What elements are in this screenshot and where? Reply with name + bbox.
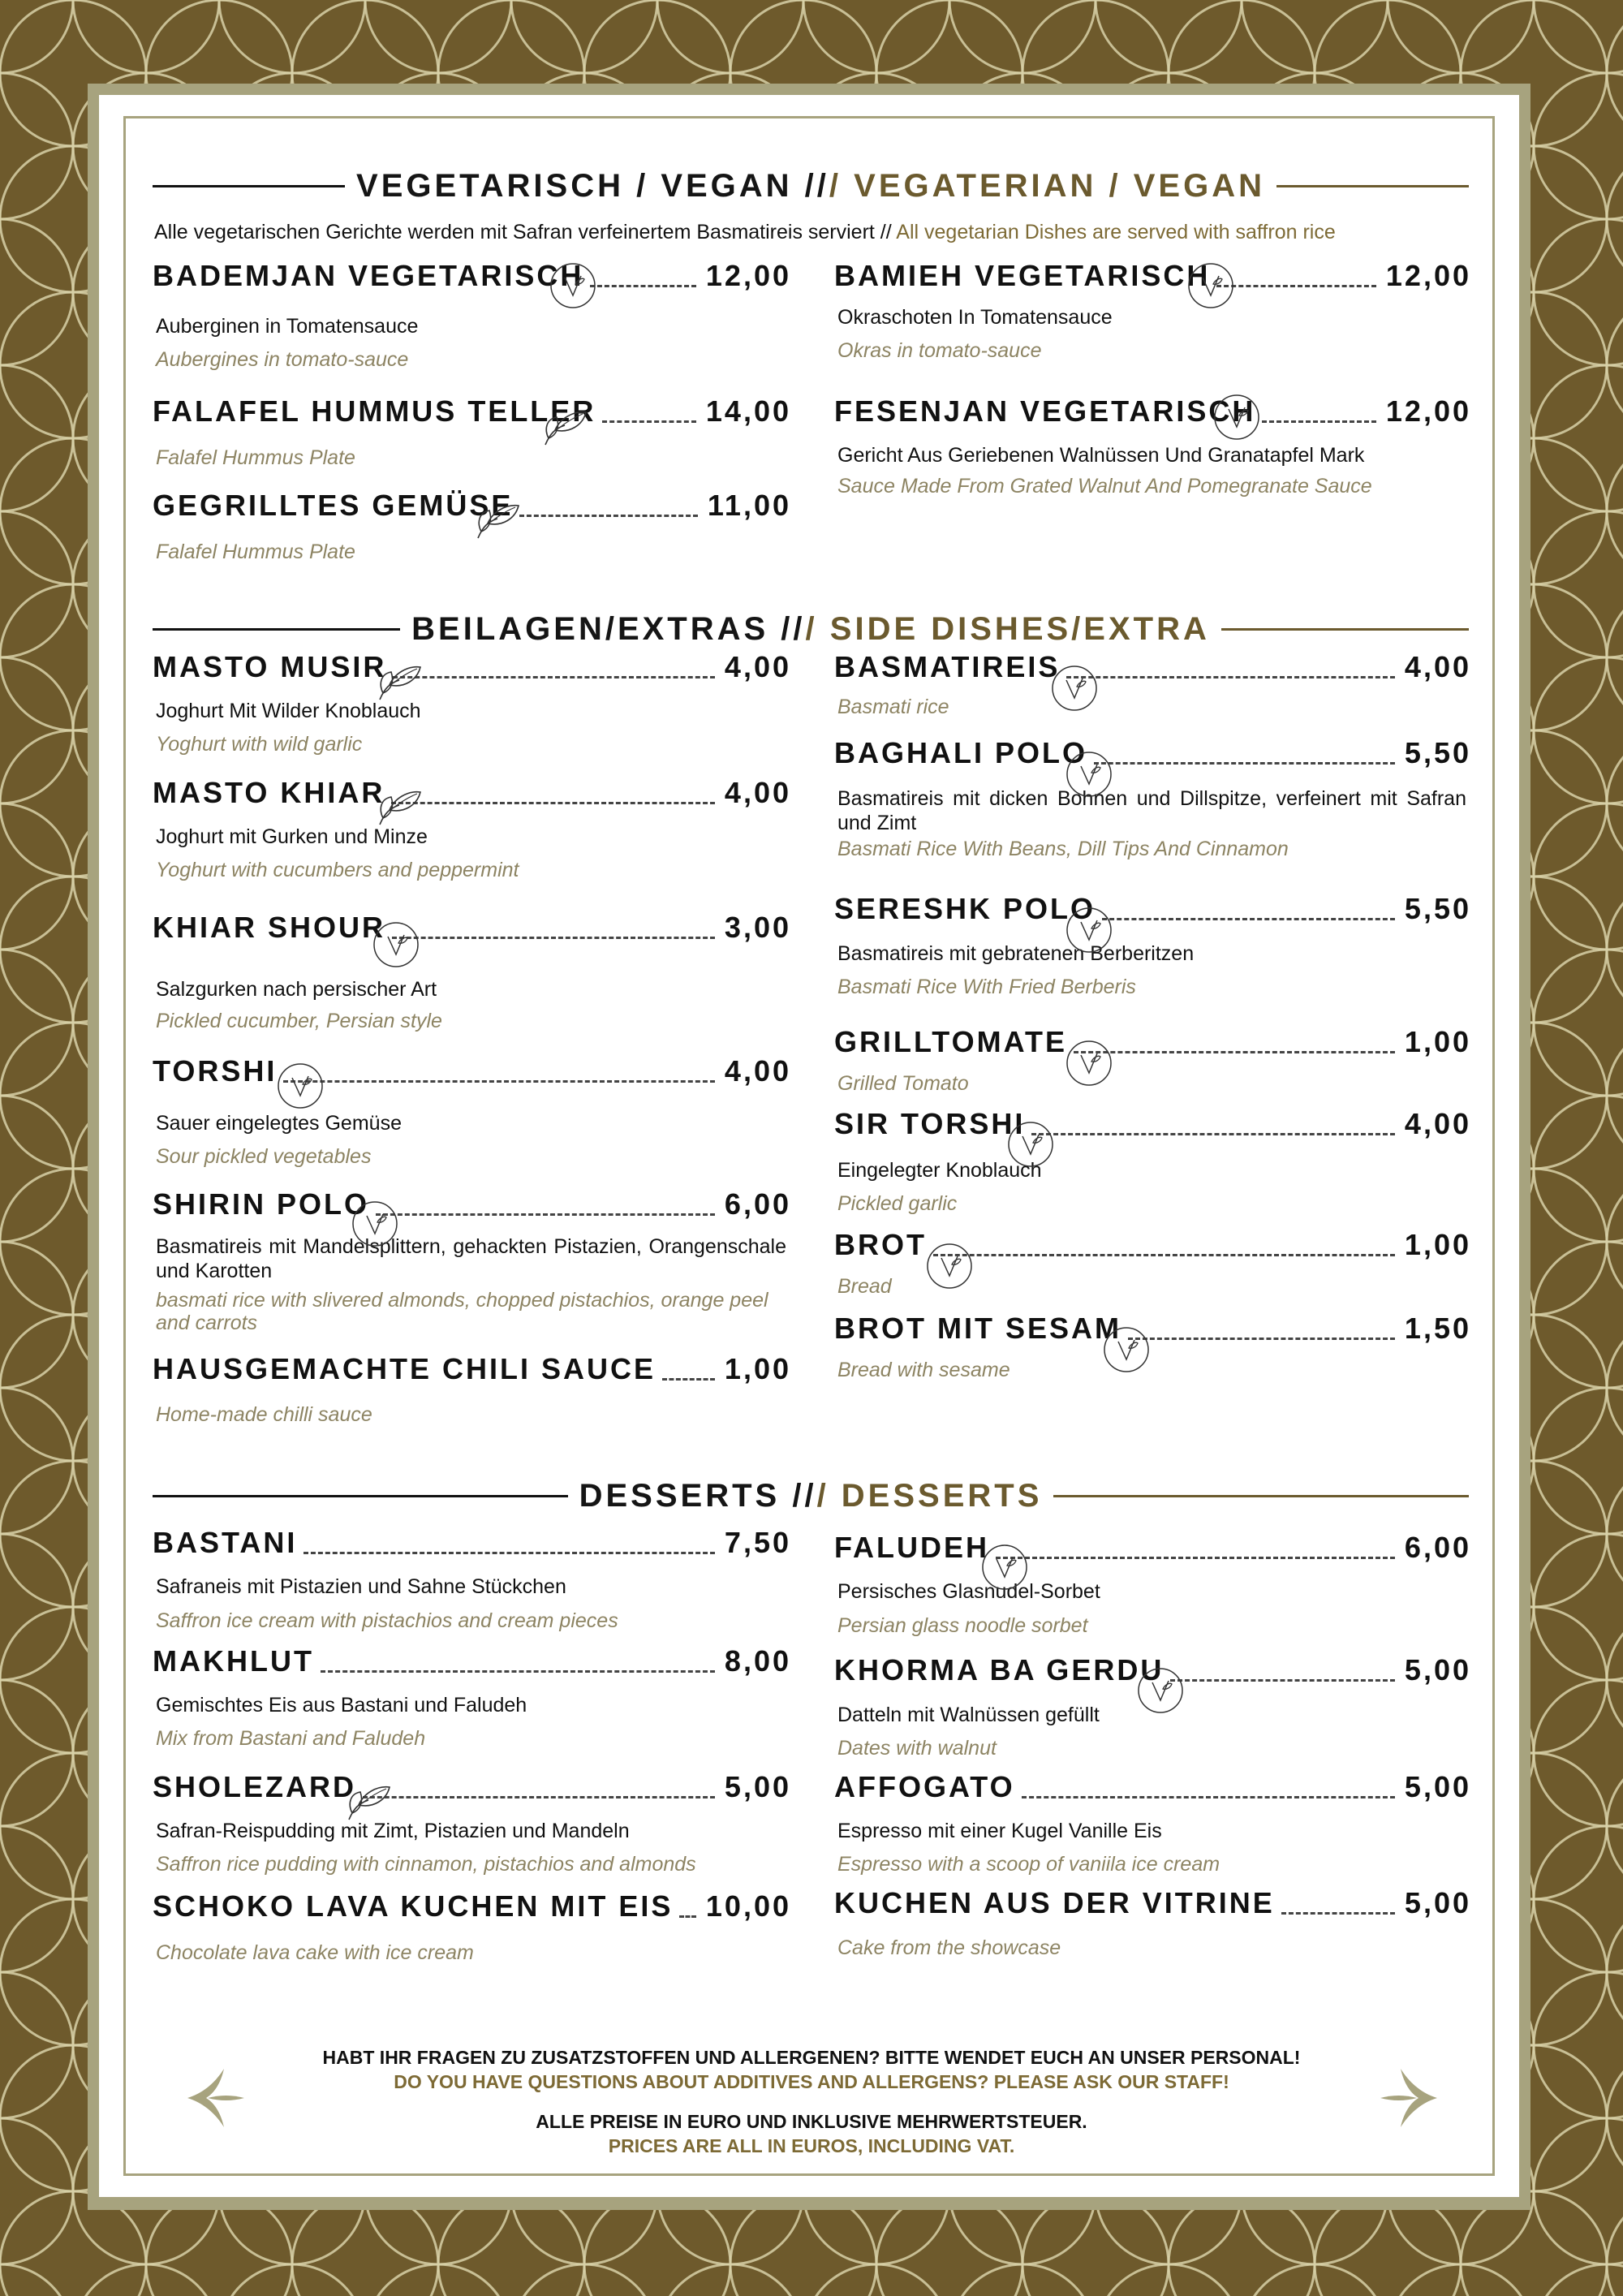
item-description-de: Basmatireis mit gebratenen Berberitzen — [837, 942, 1195, 965]
item-price: 4,00 — [724, 1054, 791, 1088]
dotted-leader — [1022, 1796, 1395, 1798]
vegan-icon — [925, 1242, 974, 1294]
item-name: MASTO MUSIR — [153, 650, 387, 683]
item-description-de: Gericht Aus Geriebenen Walnüssen Und Granatapfel Mark — [837, 444, 1365, 467]
leaf-icon — [473, 499, 522, 545]
dotted-leader — [679, 1915, 696, 1918]
item-description-en: Basmati Rice With Beans, Dill Tips And Cinnamon — [837, 838, 1289, 860]
dotted-leader — [392, 937, 715, 939]
item-description-de: Safran-Reispudding mit Zimt, Pistazien und Mandeln — [156, 1820, 630, 1842]
item-description-de: Espresso mit einer Kugel Vanille Eis — [837, 1820, 1162, 1842]
vegan-icon — [1102, 1325, 1151, 1378]
item-price: 11,00 — [707, 489, 791, 522]
item-description-en: Yoghurt with cucumbers and peppermint — [156, 859, 519, 881]
dotted-leader — [996, 1557, 1395, 1559]
menu-item-khiar-shour — [153, 905, 791, 1035]
item-description-en: Basmati rice — [837, 696, 949, 718]
item-description-en: Mix from Bastani and Faludeh — [156, 1727, 426, 1750]
item-price: 5,00 — [1404, 1886, 1471, 1919]
dotted-leader — [1216, 285, 1376, 287]
item-description-de: Okraschoten In Tomatensauce — [837, 306, 1113, 329]
dotted-leader — [602, 420, 696, 423]
menu-item-brot-sesam — [834, 1306, 1471, 1436]
menu-item-gemuese — [153, 483, 791, 613]
dotted-leader — [1170, 1679, 1395, 1682]
item-description-en: Espresso with a scoop of vaniila ice cream — [837, 1853, 1220, 1876]
item-name: KHIAR SHOUR — [153, 911, 386, 944]
dotted-leader — [391, 802, 715, 804]
price-note-de: ALLE PREISE IN EURO UND INKLUSIVE MEHRWERTSTEUER. — [536, 2111, 1087, 2132]
item-name: GRILLTOMATE — [834, 1025, 1067, 1058]
item-name: BROT — [834, 1228, 927, 1261]
menu-item-masto-musir — [153, 644, 791, 774]
item-price: 10,00 — [705, 1889, 791, 1923]
menu-item-sholezard — [153, 1764, 791, 1894]
item-description-en: Saffron ice cream with pistachios and cream pieces — [156, 1609, 618, 1632]
dotted-leader — [376, 1213, 715, 1216]
item-description-de: Datteln mit Walnüssen gefüllt — [837, 1704, 1100, 1726]
item-description-en: Pickled garlic — [837, 1192, 958, 1215]
item-price: 1,00 — [724, 1352, 791, 1385]
item-name: AFFOGATO — [834, 1770, 1015, 1803]
menu-item-schoko — [153, 1884, 791, 2014]
item-price: 1,50 — [1404, 1312, 1471, 1345]
item-description-de: Sauer eingelegtes Gemüse — [156, 1112, 402, 1135]
item-name: SHOLEZARD — [153, 1770, 356, 1803]
price-note-en: PRICES ARE ALL IN EUROS, INCLUDING VAT. — [608, 2135, 1015, 2156]
item-price: 7,50 — [724, 1526, 791, 1559]
item-price: 12,00 — [1385, 394, 1471, 428]
dotted-leader — [519, 515, 698, 517]
item-price: 12,00 — [1385, 259, 1471, 292]
menu-item-bamieh — [834, 253, 1471, 383]
menu-item-kuchen — [834, 1880, 1471, 2010]
section-title-de: BEILAGEN/EXTRAS // — [411, 610, 806, 647]
item-description-en: Okras in tomato-sauce — [837, 339, 1042, 362]
item-name: BASTANI — [153, 1526, 298, 1559]
item-name: BASMATIREIS — [834, 650, 1061, 683]
item-description-de: Basmatireis mit Mandelsplittern, gehackten Pistazien, Orangenschale und Karotten — [156, 1235, 786, 1282]
ornament-left-icon — [183, 2066, 248, 2130]
item-description-en: Falafel Hummus Plate — [156, 541, 355, 563]
section-title-vegetarian — [153, 162, 1469, 210]
item-price: 5,50 — [1404, 736, 1471, 769]
menu-item-shirin — [153, 1182, 791, 1334]
vegan-icon — [1136, 1666, 1185, 1719]
menu-item-sereshk — [834, 886, 1471, 1016]
dotted-leader — [393, 676, 715, 678]
dotted-leader — [1281, 1912, 1395, 1915]
item-description-en: Aubergines in tomato-sauce — [156, 348, 409, 371]
item-description-en: Cake from the showcase — [837, 1936, 1061, 1959]
section-title-en: / SIDE DISHES/EXTRA — [805, 610, 1210, 647]
dotted-leader — [363, 1796, 715, 1798]
vegan-icon — [549, 261, 597, 314]
leaf-icon — [540, 406, 589, 452]
item-description-de: Joghurt mit Gurken und Minze — [156, 825, 428, 848]
vegan-icon — [980, 1543, 1029, 1596]
dotted-leader — [1031, 1133, 1395, 1135]
vegan-icon — [351, 1200, 399, 1252]
menu-item-faludeh — [834, 1525, 1471, 1655]
item-name: SHIRIN POLO — [153, 1187, 370, 1221]
section-title-de: DESSERTS // — [579, 1477, 817, 1514]
item-name: FESENJAN VEGETARISCH — [834, 394, 1256, 428]
dotted-leader — [1066, 676, 1395, 678]
dotted-leader — [283, 1080, 715, 1083]
menu-item-bastani — [153, 1520, 791, 1650]
item-description-en: basmati rice with slivered almonds, chopped pistachios, orange peel and carrots — [156, 1289, 768, 1334]
item-price: 12,00 — [705, 259, 791, 292]
dotted-leader — [590, 285, 696, 287]
item-price: 5,00 — [1404, 1653, 1471, 1686]
item-name: HAUSGEMACHTE CHILI SAUCE — [153, 1352, 657, 1385]
item-name: SCHOKO LAVA KUCHEN MIT EIS — [153, 1889, 674, 1923]
vegan-icon — [276, 1062, 325, 1114]
item-name: TORSHI — [153, 1054, 278, 1088]
section-title-desserts — [153, 1471, 1469, 1520]
menu-item-chili — [153, 1346, 791, 1476]
item-description-en: Yoghurt with wild garlic — [156, 733, 363, 756]
item-price: 4,00 — [1404, 650, 1471, 683]
item-name: SIR TORSHI — [834, 1107, 1026, 1140]
vegan-icon — [1006, 1120, 1055, 1173]
vegan-icon — [372, 920, 420, 973]
item-description-en: Home-made chilli sauce — [156, 1403, 372, 1426]
item-price: 14,00 — [705, 394, 791, 428]
intro-en: All vegetarian Dishes are served with saffron rice — [896, 221, 1336, 243]
item-description-en: Chocolate lava cake with ice cream — [156, 1941, 474, 1964]
menu-item-sir-torshi — [834, 1101, 1471, 1231]
item-description-en: Sour pickled vegetables — [156, 1145, 372, 1168]
section-title-en: / VEGATERIAN / VEGAN — [829, 167, 1265, 204]
vegan-icon — [1186, 261, 1235, 314]
item-description-en: Pickled cucumber, Persian style — [156, 1010, 442, 1032]
section-intro — [154, 221, 1336, 244]
item-description-de: Safraneis mit Pistazien und Sahne Stückchen — [156, 1575, 566, 1598]
item-price: 5,00 — [724, 1770, 791, 1803]
leaf-icon — [375, 661, 424, 707]
section-title-en: / DESSERTS — [816, 1477, 1043, 1514]
item-name: BAMIEH VEGETARISCH — [834, 259, 1211, 292]
item-price: 1,00 — [1404, 1025, 1471, 1058]
dotted-leader — [662, 1378, 715, 1381]
item-price: 6,00 — [1404, 1531, 1471, 1564]
item-description-en: Dates with walnut — [837, 1737, 997, 1760]
item-description-de: Eingelegter Knoblauch — [837, 1159, 1042, 1182]
item-name: SERESHK POLO — [834, 892, 1096, 925]
dotted-leader — [321, 1670, 715, 1673]
item-description-de: Auberginen in Tomatensauce — [156, 315, 419, 338]
item-name: MAKHLUT — [153, 1644, 314, 1678]
allergen-note-en: DO YOU HAVE QUESTIONS ABOUT ADDITIVES AND ALLERGENS? PLEASE ASK OUR STAFF! — [394, 2071, 1229, 2092]
vegan-icon — [1065, 1039, 1113, 1092]
dotted-leader — [1094, 762, 1395, 765]
menu-item-affogato — [834, 1764, 1471, 1894]
item-description-de: Salzgurken nach persischer Art — [156, 978, 437, 1001]
dotted-leader — [304, 1552, 715, 1554]
menu-item-bademjan — [153, 253, 791, 383]
allergen-note-de: HABT IHR FRAGEN ZU ZUSATZSTOFFEN UND ALLERGENEN? BITTE WENDET EUCH AN UNSER PERSONAL! — [322, 2047, 1301, 2068]
vegan-icon — [1050, 664, 1099, 717]
dotted-leader — [1128, 1338, 1395, 1340]
item-name: GEGRILLTES GEMÜSE — [153, 489, 514, 522]
item-name: KHORMA BA GERDU — [834, 1653, 1165, 1686]
item-description-de: Persisches Glasnudel-Sorbet — [837, 1580, 1100, 1603]
menu-item-makhlut — [153, 1639, 791, 1768]
item-price: 4,00 — [724, 776, 791, 809]
dotted-leader — [1262, 420, 1376, 423]
item-name: BAGHALI POLO — [834, 736, 1087, 769]
item-name: FALAFEL HUMMUS TELLER — [153, 394, 596, 428]
item-description-en: Basmati Rice With Fried Berberis — [837, 976, 1136, 998]
item-name: BADEMJAN VEGETARISCH — [153, 259, 584, 292]
item-price: 8,00 — [724, 1644, 791, 1678]
item-price: 5,50 — [1404, 892, 1471, 925]
leaf-icon — [375, 786, 424, 832]
item-name: KUCHEN AUS DER VITRINE — [834, 1886, 1275, 1919]
item-name: BROT MIT SESAM — [834, 1312, 1121, 1345]
dotted-leader — [1102, 918, 1395, 920]
item-price: 4,00 — [724, 650, 791, 683]
item-description-de: Basmatireis mit dicken Bohnen und Dillspitze, verfeinert mit Safran und Zimt — [837, 787, 1466, 834]
vegan-icon — [1065, 750, 1113, 803]
vegan-icon — [1212, 393, 1261, 446]
menu-item-masto-khiar — [153, 770, 791, 900]
item-description-de: Joghurt Mit Wilder Knoblauch — [156, 700, 421, 722]
intro-de: Alle vegetarischen Gerichte werden mit Safran verfeinertem Basmatireis serviert // — [154, 221, 892, 243]
section-title-de: VEGETARISCH / VEGAN // — [356, 167, 829, 204]
item-description-en: Grilled Tomato — [837, 1072, 969, 1095]
dotted-leader — [933, 1254, 1395, 1256]
item-description-en: Falafel Hummus Plate — [156, 446, 355, 469]
item-price: 4,00 — [1404, 1107, 1471, 1140]
ornament-right-icon — [1376, 2066, 1441, 2130]
item-description-en: Bread — [837, 1275, 892, 1298]
item-description-en: Bread with sesame — [837, 1359, 1010, 1381]
item-description-en: Saffron rice pudding with cinnamon, pistachios and almonds — [156, 1853, 696, 1876]
item-price: 3,00 — [724, 911, 791, 944]
item-name: FALUDEH — [834, 1531, 989, 1564]
menu-item-fesenjan — [834, 389, 1471, 519]
vegan-icon — [1065, 906, 1113, 958]
menu-item-baghali — [834, 730, 1471, 860]
item-price: 5,00 — [1404, 1770, 1471, 1803]
leaf-icon — [344, 1781, 393, 1827]
item-price: 6,00 — [724, 1187, 791, 1221]
item-description-en: Persian glass noodle sorbet — [837, 1614, 1088, 1637]
item-description-en: Sauce Made From Grated Walnut And Pomegranate Sauce — [837, 475, 1372, 498]
item-description-de: Gemischtes Eis aus Bastani und Faludeh — [156, 1694, 527, 1717]
dotted-leader — [1074, 1051, 1395, 1053]
item-price: 1,00 — [1404, 1228, 1471, 1261]
menu-item-torshi — [153, 1049, 791, 1178]
item-name: MASTO KHIAR — [153, 776, 385, 809]
